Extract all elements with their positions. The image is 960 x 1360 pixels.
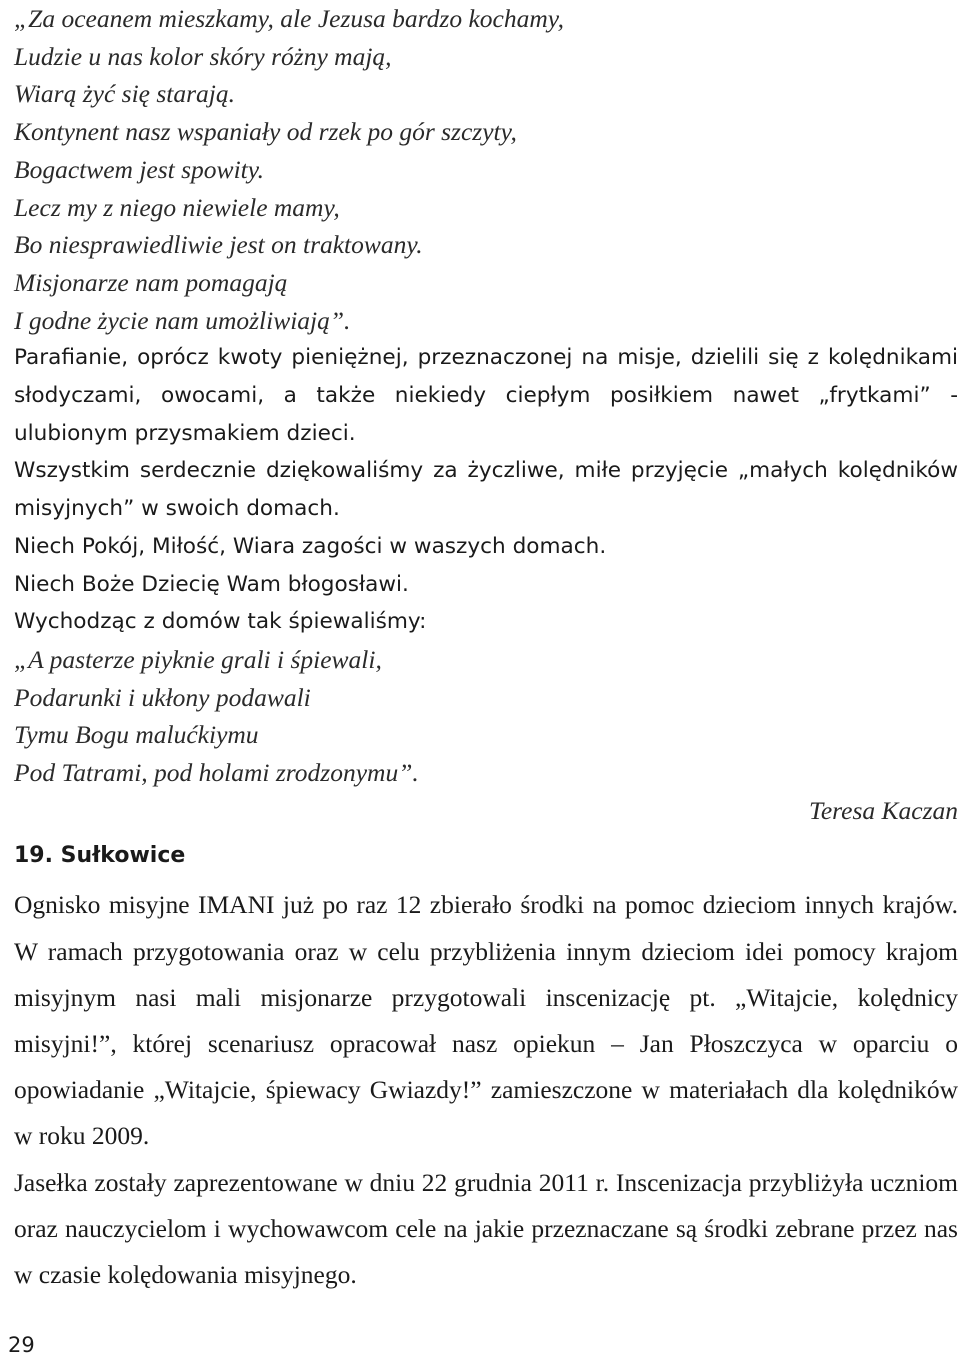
poem-line: Ludzie u nas kolor skóry różny mają,	[14, 41, 392, 71]
section-heading: 19. Sułkowice	[14, 843, 186, 869]
paragraph: Niech Pokój, Miłość, Wiara zagości w waszych domach.	[14, 533, 607, 559]
poem-kolednikow	[14, 0, 958, 339]
poem-line: Bogactwem jest spowity.	[14, 154, 265, 184]
poem-line: „Za oceanem mieszkamy, ale Jezusa bardzo kochamy,	[14, 4, 565, 33]
paragraph: Wychodząc z domów tak śpiewaliśmy:	[14, 609, 427, 635]
paragraph: Parafianie, oprócz kwoty pieniężnej, przeznaczonej na misje, dzielili się z kolędnikami słodyczami, owocami, a także niekiedy ciepłym posiłkiem nawet „frytkami” - ulubionym przysmakiem dzieci.	[14, 345, 958, 446]
poem-line: Bo niesprawiedliwie jest on traktowany.	[14, 230, 423, 260]
poem-pasterze	[14, 641, 958, 792]
paragraph: Ognisko misyjne IMANI już po raz 12 zbierało środki na pomoc dzieciom innych krajów. W ramach przygotowania oraz w celu przybliżenia innym dzieciom idei pomocy krajom misyjnym nasi mali misjonarze przygotowali inscenizację pt. „Witajcie, kolędnicy misyjni!”, której scenariusz opracował nasz opiekun – Jan Płoszczyca w oparciu o opowiadanie „Witajcie, śpiewacy Gwiazdy!” zamieszczone w materiałach dla kolędników w roku 2009.	[14, 890, 958, 1151]
poem-line: Pod Tatrami, pod holami zrodzonymu”.	[14, 758, 419, 788]
paragraph: Niech Boże Dziecię Wam błogosławi.	[14, 571, 409, 597]
paragraph: Wszystkim serdecznie dziękowaliśmy za życzliwe, miłe przyjęcie „małych kolędników misyjnych” w swoich domach.	[14, 458, 958, 522]
poem-line: Misjonarze nam pomagają	[14, 267, 288, 297]
poem-line: „A pasterze piyknie grali i śpiewali,	[14, 644, 382, 674]
author-signature: Teresa Kaczan	[808, 795, 958, 825]
paragraph: Jasełka zostały zaprezentowane w dniu 22 grudnia 2011 r. Inscenizacja przybliżyła uczniom oraz nauczycielom i wychowawcom cele na jakie przeznaczane są środki zebrane przez nas w czasie kolędowania misyjnego.	[14, 1167, 958, 1290]
poem-line: I godne życie nam umożliwiają”.	[14, 305, 351, 335]
poem-line: Kontynent nasz wspaniały od rzek po gór szczyty,	[14, 117, 517, 147]
page-number: 29	[8, 1333, 35, 1357]
sulkowice-section	[14, 882, 958, 1298]
poem-line: Podarunki i ukłony podawali	[14, 682, 311, 712]
poem-line: Lecz my z niego niewiele mamy,	[14, 192, 340, 222]
document-page	[14, 0, 958, 1298]
poem-line: Wiarą żyć się starają.	[14, 79, 235, 109]
parafianie-section	[14, 339, 958, 641]
poem-line: Tymu Bogu malućkiymu	[14, 720, 259, 750]
